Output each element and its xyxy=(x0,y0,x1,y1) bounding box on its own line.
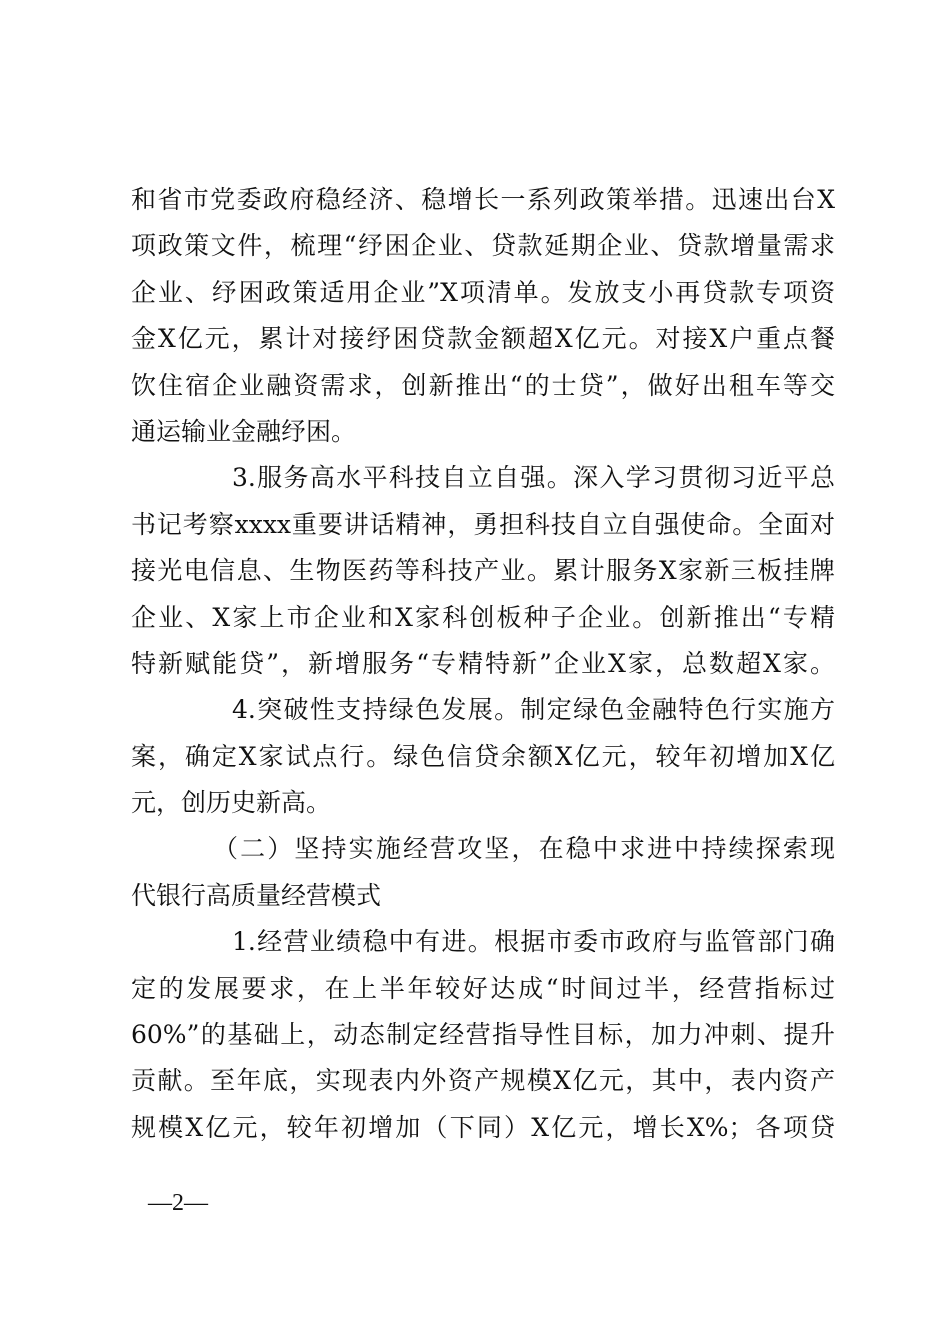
paragraph-relief-policies xyxy=(131,177,835,455)
text-line: 特新赋能贷”，新增服务“专精特新”企业X家，总数超X家。 xyxy=(131,648,835,678)
text-line: 规模X亿元，较年初增加（下同）X亿元，增长X%；各项贷 xyxy=(131,1112,835,1142)
text-line: 项政策文件，梳理“纾困企业、贷款延期企业、贷款增量需求 xyxy=(131,231,835,261)
text-line: 3.服务高水平科技自立自强。深入学习贯彻习近平总 xyxy=(232,463,835,493)
text-line: 通运输业金融纾困。 xyxy=(131,416,357,446)
text-line: 贡献。至年底，实现表内外资产规模X亿元，其中，表内资产 xyxy=(131,1066,835,1096)
page-number: —2— xyxy=(148,1190,208,1216)
text-line: 企业、纾困政策适用企业”X项清单。发放支小再贷款专项资 xyxy=(131,277,835,307)
document-body xyxy=(131,177,835,1151)
text-line: 企业、X家上市企业和X家科创板种子企业。创新推出“专精 xyxy=(131,602,835,632)
text-line: 饮住宿企业融资需求，创新推出“的士贷”，做好出租车等交 xyxy=(131,370,835,400)
text-line: 金X亿元，累计对接纾困贷款金额超X亿元。对接X户重点餐 xyxy=(131,324,835,354)
heading-line: 代银行高质量经营模式 xyxy=(131,880,382,910)
section-heading-2 xyxy=(131,826,835,919)
text-line: 案，确定X家试点行。绿色信贷余额X亿元，较年初增加X亿 xyxy=(131,741,835,771)
heading-line: （二）坚持实施经营攻坚，在稳中求进中持续探索现 xyxy=(213,834,835,864)
paragraph-tech-self-reliance xyxy=(131,455,835,687)
text-line: 1.经营业绩稳中有进。根据市委市政府与监管部门确 xyxy=(232,927,835,957)
text-line: 4.突破性支持绿色发展。制定绿色金融特色行实施方 xyxy=(232,695,835,725)
text-line: 60%”的基础上，动态制定经营指导性目标，加力冲刺、提升 xyxy=(131,1020,835,1050)
text-line: 接光电信息、生物医药等科技产业。累计服务X家新三板挂牌 xyxy=(131,556,835,586)
text-line: 定的发展要求，在上半年较好达成“时间过半，经营指标过 xyxy=(131,973,835,1003)
text-line: 书记考察xxxx重要讲话精神，勇担科技自立自强使命。全面对 xyxy=(131,509,835,539)
paragraph-business-performance xyxy=(131,919,835,1151)
paragraph-green-development xyxy=(131,687,835,826)
text-line: 和省市党委政府稳经济、稳增长一系列政策举措。迅速出台X xyxy=(131,185,835,214)
text-line: 元，创历史新高。 xyxy=(131,788,332,818)
